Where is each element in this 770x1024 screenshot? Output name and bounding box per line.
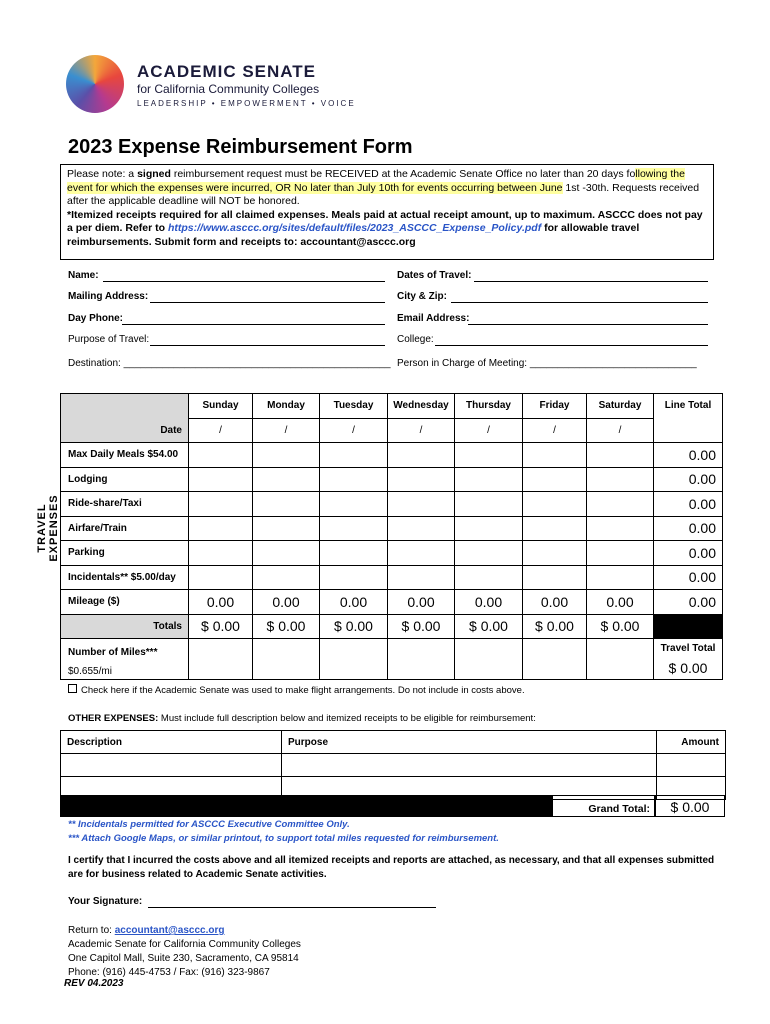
row-label: Incidentals** $5.00/day (61, 565, 189, 590)
date-label: Date (61, 418, 189, 443)
name-field[interactable] (103, 281, 385, 282)
row-label: Parking (61, 541, 189, 566)
table-row (61, 541, 723, 566)
miles-cell[interactable] (253, 639, 320, 680)
table-row (61, 492, 723, 517)
dates-label: Dates of Travel: (397, 270, 472, 281)
day-total: $ 0.00 (455, 614, 523, 639)
expense-cell[interactable] (320, 541, 388, 566)
phone-label: Day Phone: (68, 313, 124, 324)
totals-blank (654, 614, 723, 639)
return-address (68, 924, 301, 980)
footnote-incidentals: ** Incidentals permitted for ASCCC Executive Committee Only. (68, 819, 350, 830)
return-email-link[interactable]: accountant@asccc.org (114, 925, 225, 936)
table-row (61, 516, 723, 541)
expense-cell[interactable] (320, 492, 388, 517)
notice-text-3: 1st -30th. Requests received after the applicable deadline will NOT be honored. (67, 181, 700, 207)
table-row (61, 754, 726, 777)
travel-expenses-label: TRAVEL EXPENSES (36, 494, 60, 562)
date-cell[interactable]: / (388, 418, 455, 443)
expense-cell[interactable] (189, 516, 253, 541)
expense-cell[interactable] (320, 565, 388, 590)
col-description: Description (61, 731, 282, 754)
expense-cell[interactable] (253, 516, 320, 541)
destination-field[interactable]: Destination: ________________________________________________ (68, 358, 391, 369)
day-header: Sunday (189, 394, 253, 419)
date-cell[interactable]: / (523, 418, 587, 443)
travel-total-cell (654, 639, 723, 680)
table-row (61, 565, 723, 590)
line-total: 0.00 (654, 541, 723, 566)
table-row (61, 467, 723, 492)
notice-bold: signed (137, 168, 171, 180)
day-total: $ 0.00 (388, 614, 455, 639)
date-cell[interactable]: / (587, 418, 654, 443)
day-header: Thursday (455, 394, 523, 419)
signature-label: Your Signature: (68, 896, 143, 907)
col-purpose: Purpose (282, 731, 657, 754)
mileage-cell: 0.00 (587, 590, 654, 615)
line-total: 0.00 (654, 516, 723, 541)
expense-cell[interactable] (253, 467, 320, 492)
col-amount: Amount (657, 731, 726, 754)
return-label: Return to: (68, 925, 115, 936)
mailing-label: Mailing Address: (68, 291, 149, 302)
signature-field[interactable] (148, 907, 436, 908)
miles-label-cell (61, 639, 189, 680)
grand-total-bar (60, 795, 552, 817)
day-total: $ 0.00 (320, 614, 388, 639)
miles-cell[interactable] (587, 639, 654, 680)
expense-cell[interactable] (189, 467, 253, 492)
notice-receipts: *Itemized receipts required for all claimed expenses. Meals paid at actual receipt amount, up to maximum. ASCCC does not pay a per diem. Refer to (67, 208, 703, 234)
row-label: Ride-share/Taxi (61, 492, 189, 517)
expense-cell[interactable] (455, 516, 523, 541)
return-line: Phone: (916) 445-4753 / Fax: (916) 323-9867 (68, 967, 270, 978)
email-label: Email Address: (397, 313, 470, 324)
row-label: Max Daily Meals $54.00 (61, 443, 189, 468)
revision-label: REV 04.2023 (64, 978, 124, 989)
notice-submit: for allowable travel reimbursements. Submit form and receipts to: accountant@asccc.org (67, 222, 640, 248)
person-in-charge-field[interactable]: Person in Charge of Meeting: ______________________________ (397, 358, 697, 369)
mile-rate: $0.655/mi (68, 666, 112, 677)
line-total: 0.00 (654, 565, 723, 590)
notice-text: Please note: a (67, 168, 138, 180)
mileage-cell: 0.00 (523, 590, 587, 615)
row-label: Airfare/Train (61, 516, 189, 541)
other-expenses-heading: OTHER EXPENSES: Must include full description below and itemized receipts to be eligible for reimbursement: (68, 713, 536, 724)
line-total: 0.00 (654, 492, 723, 517)
expense-cell[interactable] (320, 467, 388, 492)
expense-cell[interactable] (523, 516, 587, 541)
miles-cell[interactable] (523, 639, 587, 680)
org-name: ACADEMIC SENATE (137, 62, 317, 81)
miles-cell[interactable] (189, 639, 253, 680)
expense-cell[interactable] (587, 467, 654, 492)
notice-highlight: llowing the event for which the expenses were incurred, OR No later than July 10th for events occurring between June (67, 168, 685, 194)
college-field[interactable] (435, 345, 708, 346)
mileage-label: Mileage ($) (61, 590, 189, 615)
row-label: Lodging (61, 467, 189, 492)
expense-cell[interactable] (388, 467, 455, 492)
expense-cell[interactable] (189, 565, 253, 590)
mileage-cell: 0.00 (455, 590, 523, 615)
expense-cell[interactable] (523, 467, 587, 492)
day-header: Monday (253, 394, 320, 419)
cityzip-field[interactable] (451, 302, 708, 303)
expense-cell[interactable] (523, 492, 587, 517)
name-label: Name: (68, 270, 99, 281)
expense-cell[interactable] (253, 492, 320, 517)
day-total: $ 0.00 (253, 614, 320, 639)
day-total: $ 0.00 (587, 614, 654, 639)
mileage-total: 0.00 (654, 590, 723, 615)
mileage-cell: 0.00 (388, 590, 455, 615)
expense-cell[interactable] (388, 443, 455, 468)
purpose-label: Purpose of Travel: (68, 334, 150, 345)
line-total: 0.00 (654, 467, 723, 492)
day-header: Tuesday (320, 394, 388, 419)
expense-cell[interactable] (388, 541, 455, 566)
return-line: One Capitol Mall, Suite 230, Sacramento, CA 95814 (68, 953, 299, 964)
asccc-logo (66, 55, 124, 113)
mailing-field[interactable] (150, 302, 385, 303)
mileage-cell: 0.00 (320, 590, 388, 615)
other-expenses-table (60, 730, 726, 800)
line-total: 0.00 (654, 443, 723, 468)
travel-total-label: Travel Total (660, 643, 716, 654)
totals-label: Totals (61, 614, 189, 639)
org-tagline: LEADERSHIP • EMPOWERMENT • VOICE (137, 99, 356, 108)
expense-cell[interactable] (523, 541, 587, 566)
expense-cell[interactable] (388, 565, 455, 590)
notice-text-2: reimbursement request must be RECEIVED at the Academic Senate Office no later than 20 days fo (170, 168, 636, 180)
expense-cell[interactable] (523, 443, 587, 468)
expense-cell[interactable] (320, 443, 388, 468)
totals-row (61, 614, 723, 639)
mileage-cell: 0.00 (189, 590, 253, 615)
miles-cell[interactable] (388, 639, 455, 680)
expense-cell[interactable] (587, 541, 654, 566)
expense-cell[interactable] (253, 565, 320, 590)
description-cell[interactable] (61, 754, 282, 777)
org-subtitle: for California Community Colleges (137, 82, 320, 96)
table-row (61, 443, 723, 468)
cityzip-label: City & Zip: (397, 291, 447, 302)
certification-text: I certify that I incurred the costs above and all itemized receipts and reports are attached, as necessary, and that all expenses submitted are for business related to Academic Senate activities. (68, 855, 715, 880)
email-field[interactable] (468, 324, 708, 325)
miles-row (61, 639, 723, 680)
expense-cell[interactable] (253, 443, 320, 468)
college-label: College: (397, 334, 434, 345)
form-title: 2023 Expense Reimbursement Form (68, 136, 413, 158)
expense-table (60, 393, 723, 680)
header-blank (61, 394, 189, 419)
policy-link[interactable]: https://www.asccc.org/sites/default/files/2023_ASCCC_Expense_Policy.pdf (167, 222, 542, 234)
day-header: Friday (523, 394, 587, 419)
date-cell[interactable]: / (320, 418, 388, 443)
mileage-row (61, 590, 723, 615)
flight-check-label: Check here if the Academic Senate was used to make flight arrangements. Do not include in costs above. (81, 685, 525, 696)
grand-total-value: $ 0.00 (655, 795, 725, 817)
dates-field[interactable] (474, 281, 708, 282)
footnote-miles: *** Attach Google Maps, or similar printout, to support total miles requested for reimbursement. (68, 833, 499, 844)
day-header: Wednesday (388, 394, 455, 419)
line-total-header: Line Total (654, 394, 723, 443)
miles-cell[interactable] (320, 639, 388, 680)
travel-total-value: $ 0.00 (668, 660, 708, 676)
expense-cell[interactable] (320, 516, 388, 541)
expense-cell[interactable] (455, 541, 523, 566)
purpose-cell[interactable] (282, 754, 657, 777)
expense-cell[interactable] (388, 492, 455, 517)
expense-cell[interactable] (587, 492, 654, 517)
expense-cell[interactable] (189, 541, 253, 566)
date-cell[interactable]: / (189, 418, 253, 443)
grand-total-label: Grand Total: (552, 795, 655, 817)
expense-cell[interactable] (189, 443, 253, 468)
expense-cell[interactable] (388, 516, 455, 541)
miles-label: Number of Miles*** (68, 647, 158, 658)
expense-cell[interactable] (587, 443, 654, 468)
expense-cell[interactable] (523, 565, 587, 590)
purpose-field[interactable] (150, 345, 385, 346)
day-total: $ 0.00 (523, 614, 587, 639)
expense-cell[interactable] (189, 492, 253, 517)
expense-cell[interactable] (455, 443, 523, 468)
expense-cell[interactable] (455, 565, 523, 590)
flight-checkbox-row[interactable] (68, 684, 525, 696)
expense-cell[interactable] (587, 565, 654, 590)
expense-cell[interactable] (587, 516, 654, 541)
date-cell[interactable]: / (253, 418, 320, 443)
day-header: Saturday (587, 394, 654, 419)
miles-cell[interactable] (455, 639, 523, 680)
checkbox-icon[interactable] (68, 684, 77, 693)
expense-cell[interactable] (253, 541, 320, 566)
expense-cell[interactable] (455, 492, 523, 517)
day-total: $ 0.00 (189, 614, 253, 639)
expense-cell[interactable] (455, 467, 523, 492)
phone-field[interactable] (122, 324, 385, 325)
date-cell[interactable]: / (455, 418, 523, 443)
return-line: Academic Senate for California Community Colleges (68, 939, 301, 950)
mileage-cell: 0.00 (253, 590, 320, 615)
notice-box (60, 164, 714, 260)
amount-cell[interactable] (657, 754, 726, 777)
